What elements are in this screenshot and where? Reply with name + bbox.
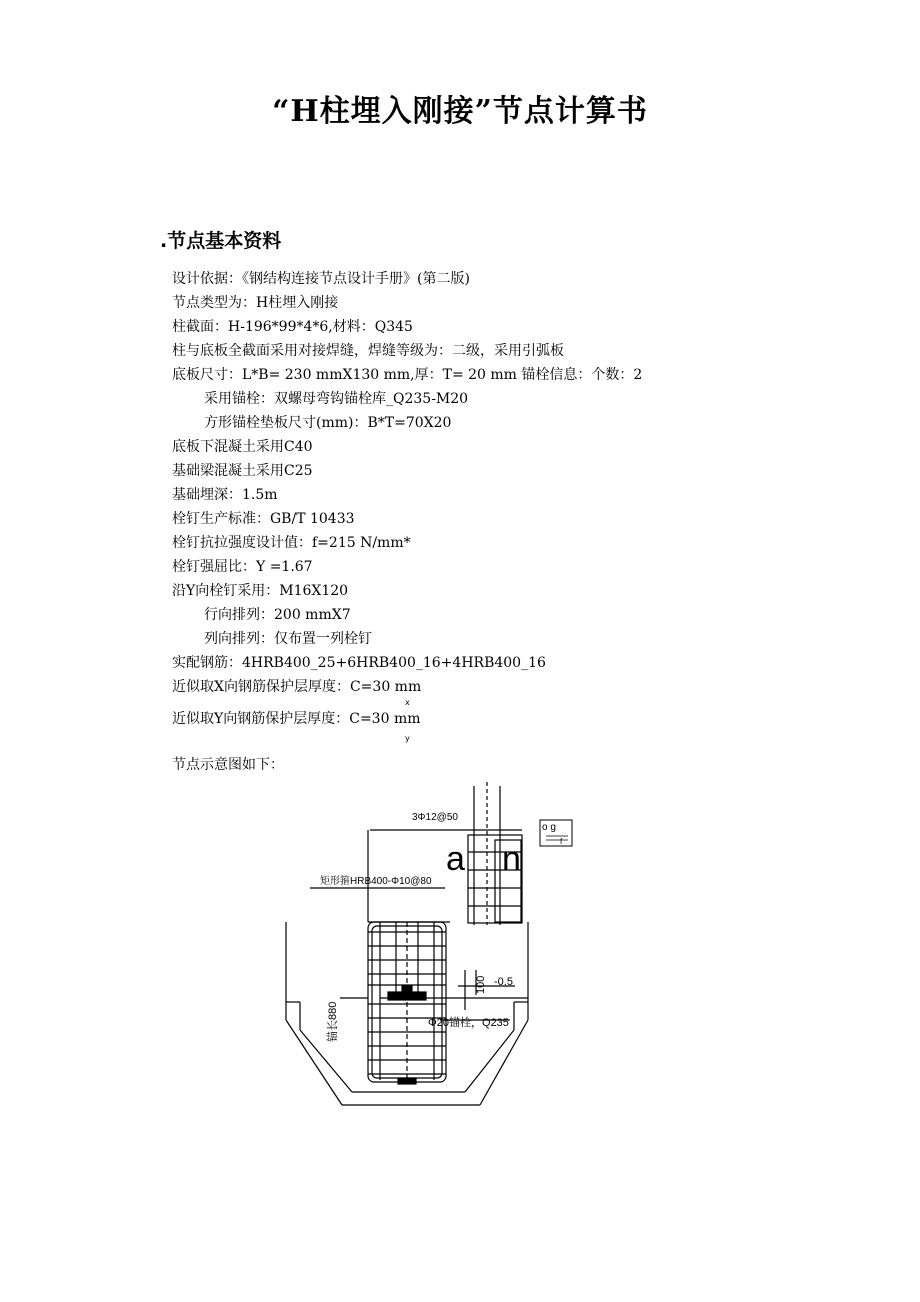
info-line-column: 列向排列：仅布置一列栓钉 xyxy=(204,631,372,647)
info-line-type: 节点类型为：H柱埋入刚接 xyxy=(172,295,339,311)
info-line-stud-y: 沿Y向栓钉采用：M16X120 xyxy=(172,583,349,599)
info-line-concrete-under: 底板下混凝土采用C40 xyxy=(172,439,313,455)
page-title: “H柱埋入刚接”节点计算书 xyxy=(272,94,648,129)
info-line-concrete-beam: 基础梁混凝土采用C25 xyxy=(172,463,313,479)
info-line-cover-y: 近似取Y向钢筋保护层厚度：C=30 mm xyxy=(172,711,421,727)
info-line-anchor: 采用锚栓：双螺母弯钩锚栓库_Q235-M20 xyxy=(204,391,469,407)
label-depth: 100 xyxy=(475,975,487,994)
legend-bottom-text: f xyxy=(560,837,563,846)
section-heading: .节点基本资料 xyxy=(160,230,282,252)
info-line-weld: 柱与底板全截面采用对接焊缝，焊缝等级为：二级，采用引弧板 xyxy=(172,343,564,359)
info-line-section: 柱截面：H-196*99*4*6,材料：Q345 xyxy=(172,319,413,335)
subscript-y: y xyxy=(405,734,410,743)
label-n: n xyxy=(502,840,521,878)
info-line-cover-x: 近似取X向钢筋保护层厚度：C=30 mm xyxy=(172,679,422,695)
info-line-stud-ratio: 栓钉强屈比：Y =1.67 xyxy=(172,559,313,575)
label-stirrup-rect: 矩形箍HRB400-Φ10@80 xyxy=(320,876,432,887)
info-line-washer: 方形锚栓垫板尺寸(mm)：B*T=70X20 xyxy=(204,415,452,431)
info-line-depth: 基础埋深：1.5m xyxy=(172,487,278,503)
label-anchor-length: 锚长880 xyxy=(327,1001,339,1042)
label-stirrup-top: 3Φ12@50 xyxy=(412,812,458,823)
label-a: a xyxy=(446,840,465,878)
legend-top-text: o g xyxy=(542,822,556,833)
label-anchor-bolt: Φ20锚栓，Q235 xyxy=(428,1017,509,1029)
info-line-stud-strength: 栓钉抗拉强度设计值：f=215 N/mm* xyxy=(172,535,411,551)
info-line-row: 行向排列：200 mmX7 xyxy=(204,607,351,623)
info-line-rebar: 实配钢筋：4HRB400_25+6HRB400_16+4HRB400_16 xyxy=(172,655,546,671)
subscript-x: x xyxy=(405,698,410,707)
info-line-basis: 设计依据：《钢结构连接节点设计手册》(第二版) xyxy=(172,271,470,287)
info-line-diagram-intro: 节点示意图如下： xyxy=(172,757,284,773)
node-diagram xyxy=(280,780,600,1110)
info-line-stud-standard: 栓钉生产标准：GB/T 10433 xyxy=(172,511,355,527)
info-line-baseplate: 底板尺寸：L*B= 230 mmX130 mm,厚：T= 20 mm 锚栓信息：个数：2 xyxy=(172,367,643,383)
label-elevation: -0.5 xyxy=(494,976,513,988)
